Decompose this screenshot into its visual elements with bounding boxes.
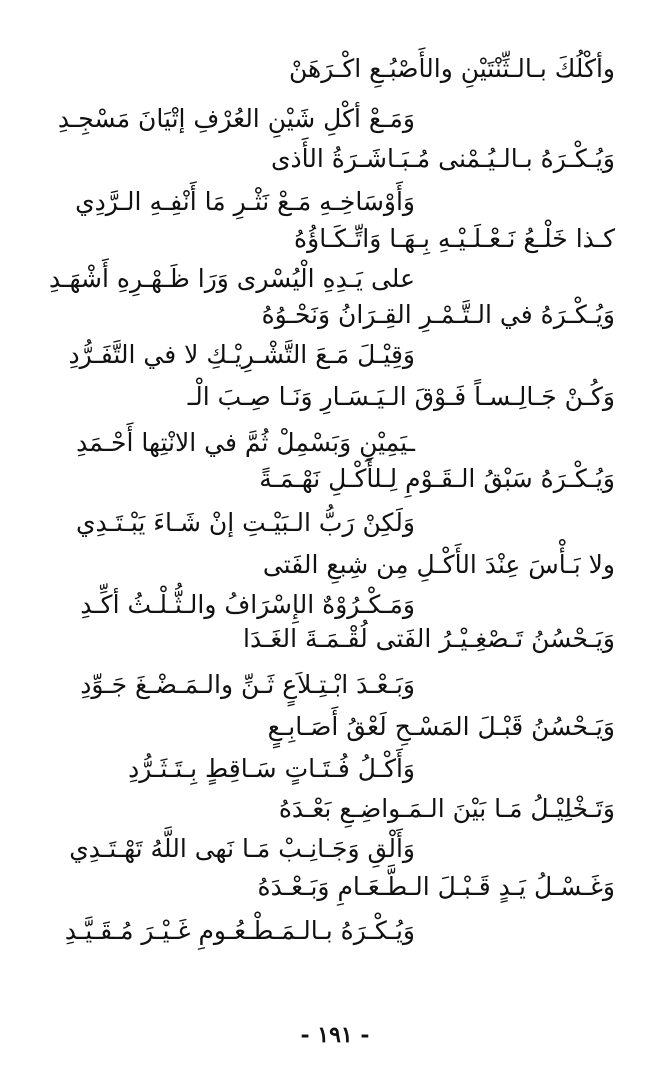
verse-line: وَبَـعْـدَ ابْـتِـلاَعٍ ثَـنِّ والـمَـضْـغَ جَـوِّدِ xyxy=(80,670,415,699)
verse-line: وَقِيْـلَ مَـعَ التَّشْـرِيْـكِ لا في التَّفَـرُّدِ xyxy=(68,340,415,369)
verse-line: ولا بَـأْسَ عِنْدَ الأَكْـلِ مِن شِبعِ الفَتى xyxy=(262,550,615,579)
verse-line: وَيَـحْسُنُ قَبْـلَ المَسْـحِ لَعْقُ أَصَـابِـعٍ xyxy=(267,712,615,741)
verse-line: وَمَـكْـرُوْهٌ الإِسْرَافُ والـثُّـلْـثُ أكِّـدِ xyxy=(80,590,415,619)
verse-line: وَغَـسْـلُ يَـدٍ قَـبْـلَ الـطَّـعَـامِ وَبَـعْـدَهُ xyxy=(257,872,615,901)
page-number: - ١٩١ - xyxy=(300,1022,370,1048)
verse-line: وَتَـخْلِيْـلُ مَـا بَيْنَ الـمَـواضِـعِ بَعْـدَهُ xyxy=(278,794,615,823)
verse-line: ـيَمِيْنِ وَبَسْمِلْ ثُمَّ في الانْتِها أَحْـمَدِ xyxy=(76,428,415,457)
verse-line: وَيُـكْـرَهُ بـالـمَـطْـعُـومِ غَـيْـرَ مُـقَـيَّـدِ xyxy=(64,916,415,945)
verse-line: وَيُـكْـرَهُ سَبْقُ الـقَـوْمِ لِـلأَكْـلِ نَهْـمَـةً xyxy=(259,464,615,493)
verse-line: وَكُـنْ جَـالِـسـاً فَـوْقَ الـيَـسَـارِ وَنَـا صِـبَ الْـ xyxy=(187,382,615,411)
verse-line: وَأَوْسَاخِـهِ مَـعْ نَثْـرِ مَا أَنْفِـهِ الـرَّدِي xyxy=(75,187,415,216)
verse-line: وأكْلُكَ بـالـثِّنْتَيْنِ والأَصْبُـعِ اكْـرَهَنْ xyxy=(289,54,615,83)
verse-line: وَلَكِنْ رَبُّ الـبَيْـتِ إنْ شَـاءَ يَبْـتَـدِي xyxy=(75,508,415,537)
verse-line: وَمَـعْ أكْلِ شَيْنِ العُرْفِ إتْيَانَ مَسْجِـدِ xyxy=(57,104,415,133)
verse-line: وَيُـكْـرَهُ بـالـيُـمْنى مُـبَـاشَـرَةُ الأَذى xyxy=(270,144,615,173)
verse-line: وَأَلْقِ وَجَـانِـبْ مَـا نَهى اللَّهُ تَهْـتَـدِي xyxy=(69,834,415,863)
verse-line: وَيُـكْـرَهُ في الـتَّـمْـرِ القِـرَانُ وَنَحْـوُهُ xyxy=(261,300,615,329)
verse-line: على يَـدِهِ الْيُسْرى وَرَا ظَـهْـرِهِ أَشْهَـدِ xyxy=(49,264,415,293)
verse-line: وَأَكْـلُ فُـتَـاتٍ سَـاقِطٍ بِـتَـثَـرُّدِ xyxy=(128,754,415,783)
verse-line: وَيَـحْسُنُ تَـصْغِـيْـرُ الفَتى لُقْـمَـةَ الغَـدَا xyxy=(243,624,615,653)
verse-line: كـذا خَلْـعُ نَـعْـلَـيْـهِ بِـهَـا وَاتِّـكَـاؤُهُ xyxy=(294,224,615,253)
